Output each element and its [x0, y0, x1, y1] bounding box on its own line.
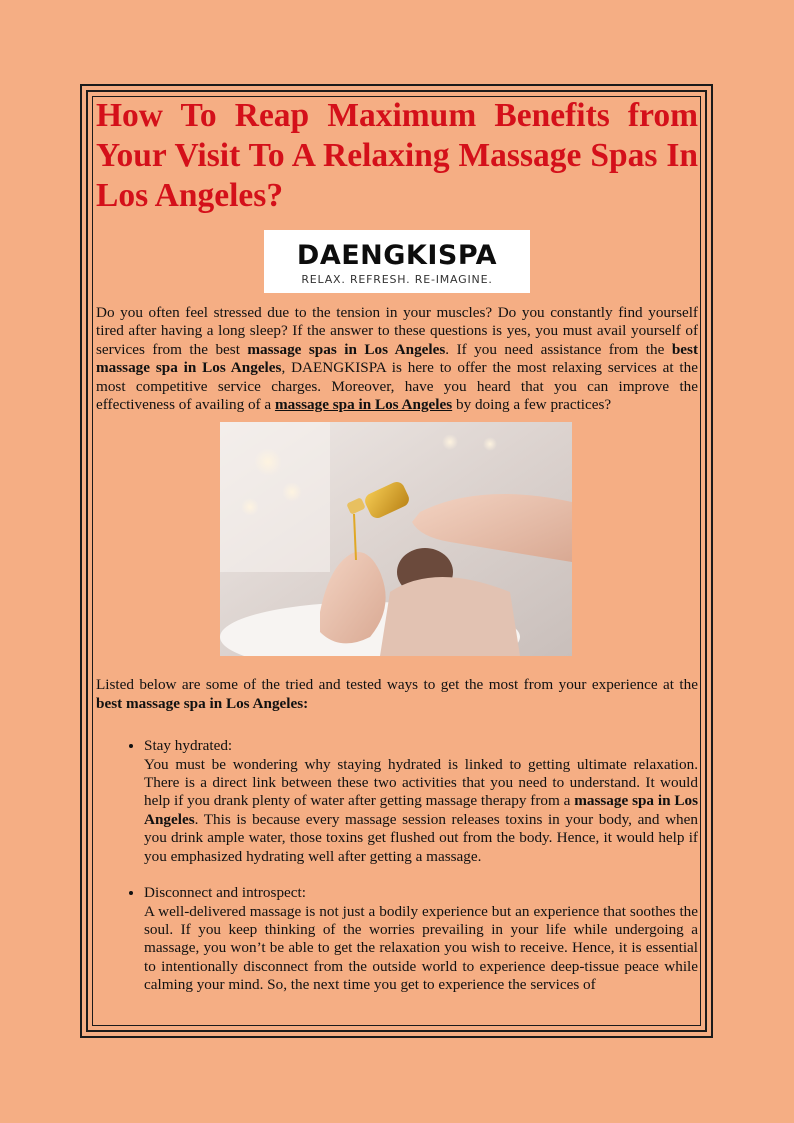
tip-bold: massage spa in Los Angeles	[144, 792, 698, 828]
intro-bold-2: best massage spa in Los Angeles	[96, 340, 698, 377]
listed-paragraph	[96, 676, 698, 713]
tip-heading: Disconnect and introspect:	[144, 884, 306, 902]
article-body	[96, 96, 698, 1026]
list-item	[144, 737, 698, 866]
intro-paragraph	[96, 304, 698, 414]
massage-spa-link[interactable]: massage spa in Los Angeles	[274, 396, 453, 414]
intro-text-4: by doing a few practices?	[452, 396, 612, 414]
logo-name: DAENGKISPA	[296, 240, 498, 271]
listed-text: Listed below are some of the tried and tested ways to get the most from your experience at the	[96, 676, 698, 694]
tips-list	[96, 737, 698, 994]
listed-bold: best massage spa in Los Angeles:	[96, 694, 309, 712]
tip-heading: Stay hydrated:	[144, 737, 233, 755]
list-item	[144, 884, 698, 994]
logo-tagline: RELAX. REFRESH. RE-IMAGINE.	[301, 273, 493, 286]
page-title: How To Reap Maximum Benefits from Your Visit To A Relaxing Massage Spas In Los Angeles?	[96, 97, 698, 214]
intro-text-1: Do you often feel stressed due to the tension in your muscles? Do you constantly find yourself tired after having a long sleep? If the answer to these questions is yes, you must avail yourself of services from the best	[96, 304, 698, 358]
massage-oil-photo	[220, 422, 572, 656]
brand-logo	[264, 230, 530, 293]
intro-text-3: , DAENGKISPA is here to offer the most relaxing services at the most competitive service charges. Moreover, have you heard that you can improve the effectiveness of availing of a	[96, 359, 698, 414]
tip-text: You must be wondering why staying hydrated is linked to getting ultimate relaxation. There is a direct link between these two activities that you need to understand. It would help if you drank plenty of water after getting massage therapy from a	[144, 755, 698, 810]
tip-text: . This is because every massage session releases toxins in your body, and when you drink ample water, those toxins get flushed out from the body. Hence, it would help if you emphasized hydrating well after getting a massage.	[144, 810, 698, 865]
tip-text: A well-delivered massage is not just a bodily experience but an experience that soothes the soul. If you keep thinking of the worries prevailing in your life while undergoing a massage, you won’t be able to get the relaxation you wish to receive. Hence, it is essential to intentionally disconnect from the outside world to experience deep-tissue peace while calming your mind. So, the next time you get to experience the services of	[144, 902, 698, 994]
intro-bold-1: massage spas in Los Angeles	[247, 340, 446, 358]
intro-text-2: . If you need assistance from the	[445, 340, 672, 358]
